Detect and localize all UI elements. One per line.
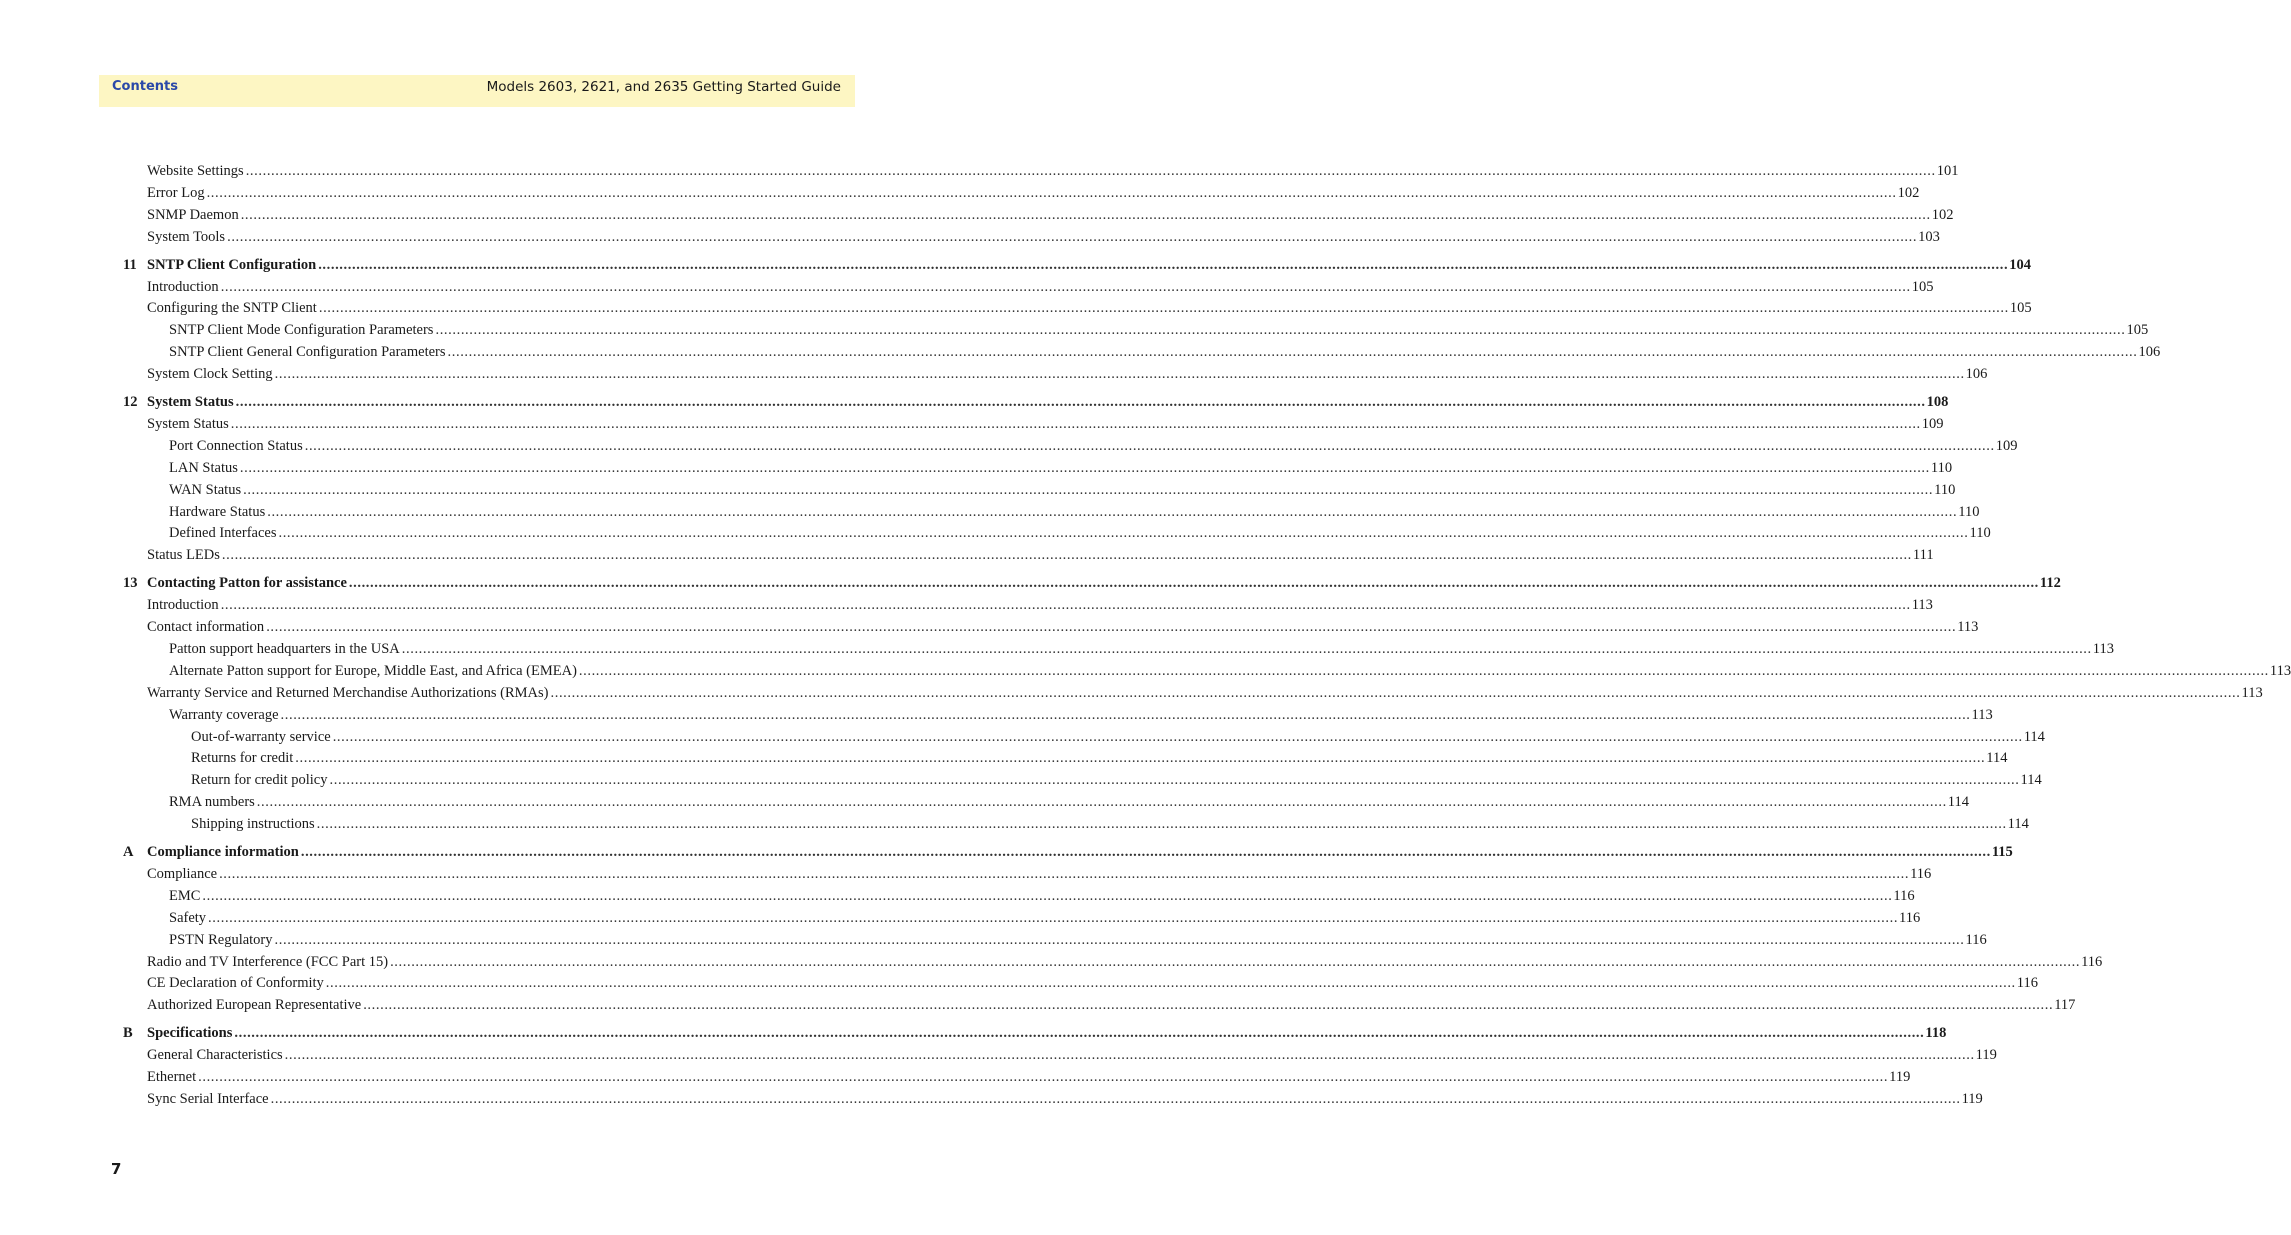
toc-page-number: 114	[2023, 728, 2045, 745]
toc-entry-line	[147, 391, 1949, 413]
toc-entry[interactable]	[0, 457, 1953, 479]
toc-entry-line	[169, 457, 1953, 479]
toc-entry[interactable]	[0, 204, 1954, 226]
toc-entry-title: Compliance information	[147, 844, 299, 860]
toc-page-number: 109	[1921, 415, 1944, 432]
toc-entry-line	[169, 660, 2291, 682]
toc-entry[interactable]	[0, 682, 2263, 704]
toc-entry-title: LAN Status	[169, 459, 238, 476]
toc-entry-title: EMC	[169, 887, 201, 904]
toc-chapter-entry[interactable]	[0, 572, 2061, 594]
toc-leader-dots: ................................................................................................................................................................................................................................................................................................................................................................................................................	[243, 481, 1934, 498]
toc-entry-title: Sync Serial Interface	[147, 1090, 269, 1107]
toc-entry-line	[147, 204, 1954, 226]
toc-entry-title: Port Connection Status	[169, 437, 303, 454]
toc-entry-title: Specifications	[147, 1025, 233, 1042]
toc-page-number: 105	[2009, 300, 2032, 317]
toc-page-number: 116	[1899, 909, 1921, 926]
toc-entry-title: RMA numbers	[169, 794, 255, 811]
toc-page-number: 113	[1911, 597, 1933, 614]
toc-page-number: 102	[1897, 184, 1920, 201]
toc-leader-dots: ................................................................................................................................................................................................................................................................................................................................................................................................................	[239, 459, 1930, 476]
page-number: 7	[111, 1160, 122, 1178]
toc-leader-dots: ................................................................................................................................................................................................................................................................................................................................................................................................................	[219, 865, 1910, 882]
toc-entry-line	[147, 994, 2076, 1016]
toc-leader-dots: ................................................................................................................................................................................................................................................................................................................................................................................................................	[256, 794, 1947, 811]
toc-entry-line	[169, 435, 2018, 457]
toc-entry-line	[147, 1022, 1947, 1044]
toc-leader-dots: ................................................................................................................................................................................................................................................................................................................................................................................................................	[280, 706, 1971, 723]
toc-entry-line	[169, 479, 1956, 501]
toc-leader-dots: ................................................................................................................................................................................................................................................................................................................................................................................................................	[390, 953, 2081, 970]
toc-page-number: 102	[1931, 206, 1954, 223]
toc-chapter-entry[interactable]	[0, 391, 1949, 413]
toc-page-number: 111	[1912, 547, 1934, 564]
toc-page-number: 114	[2020, 772, 2042, 789]
toc-entry-title: Shipping instructions	[191, 816, 315, 833]
toc-entry-line	[147, 254, 2031, 276]
toc-chapter-number: B	[123, 1025, 133, 1042]
toc-leader-dots: ................................................................................................................................................................................................................................................................................................................................................................................................................	[220, 597, 1911, 614]
toc-entry-title: Radio and TV Interference (FCC Part 15)	[147, 953, 389, 970]
toc-entry-title: System Tools	[147, 228, 226, 245]
toc-entry[interactable]	[0, 544, 1934, 566]
toc-entry[interactable]	[0, 522, 1991, 544]
toc-page-number: 110	[1958, 503, 1980, 520]
toc-leader-dots: ................................................................................................................................................................................................................................................................................................................................................................................................................	[295, 750, 1986, 767]
toc-page-number: 113	[2092, 640, 2114, 657]
toc-entry-line	[147, 413, 1944, 435]
toc-entry-line	[147, 972, 2038, 994]
toc-entry[interactable]	[0, 1088, 1983, 1110]
toc-entry-line	[147, 544, 1934, 566]
toc-page-number: 110	[1930, 459, 1953, 476]
toc-chapter-entry[interactable]	[0, 254, 2031, 276]
toc-leader-dots: ................................................................................................................................................................................................................................................................................................................................................................................................................	[208, 909, 1899, 926]
toc-entry-line	[147, 160, 1959, 182]
toc-entry-line	[147, 841, 2013, 863]
toc-entry-title: System Clock Setting	[147, 366, 273, 383]
toc-entry-title: Website Settings	[147, 163, 244, 179]
toc-entry[interactable]	[0, 929, 1987, 951]
toc-entry[interactable]	[0, 769, 2042, 791]
toc-entry[interactable]	[0, 363, 1988, 385]
toc-entry-line	[169, 885, 1915, 907]
toc-leader-dots: ................................................................................................................................................................................................................................................................................................................................................................................................................	[221, 547, 1912, 564]
toc-entry[interactable]	[0, 1044, 1997, 1066]
toc-page-number: 113	[1971, 706, 1993, 723]
toc-page-number: 112	[2039, 575, 2061, 592]
toc-leader-dots: ................................................................................................................................................................................................................................................................................................................................................................................................................	[274, 931, 1965, 948]
toc-entry-line	[147, 1088, 1983, 1110]
toc-leader-dots: ................................................................................................................................................................................................................................................................................................................................................................................................................	[401, 640, 2092, 657]
toc-leader-dots: ................................................................................................................................................................................................................................................................................................................................................................................................................	[267, 503, 1958, 520]
toc-page-number: 106	[2138, 344, 2161, 361]
toc-entry-title: Contacting Patton for assistance	[147, 575, 347, 592]
toc-leader-dots: ................................................................................................................................................................................................................................................................................................................................................................................................................	[304, 437, 1995, 454]
toc-chapter-entry[interactable]	[0, 841, 2013, 863]
toc-leader-dots: ................................................................................................................................................................................................................................................................................................................................................................................................................	[363, 997, 2054, 1014]
toc-leader-dots: ................................................................................................................................................................................................................................................................................................................................................................................................................	[245, 163, 1936, 179]
toc-page-number: 114	[1986, 750, 2008, 767]
toc-entry-line	[191, 813, 2029, 835]
toc-leader-dots: ................................................................................................................................................................................................................................................................................................................................................................................................................	[284, 1047, 1975, 1064]
toc-entry-line	[191, 726, 2045, 748]
toc-entry[interactable]	[0, 319, 2149, 341]
toc-entry[interactable]	[0, 182, 1920, 204]
toc-entry-title: Error Log	[147, 184, 205, 201]
toc-entry[interactable]	[0, 885, 1915, 907]
toc-entry-title: Out-of-warranty service	[191, 728, 331, 745]
toc-leader-dots: ................................................................................................................................................................................................................................................................................................................................................................................................................	[332, 728, 2023, 745]
toc-entry-title: System Status	[147, 415, 229, 432]
toc-entry-line	[191, 769, 2042, 791]
toc-entry[interactable]	[0, 951, 2103, 973]
toc-entry[interactable]	[0, 660, 2291, 682]
toc-page-number: 117	[2054, 997, 2076, 1014]
toc-page-number: 105	[2126, 322, 2149, 339]
toc-entry-line	[147, 363, 1988, 385]
toc-entry[interactable]	[0, 276, 1934, 298]
toc-page-number: 110	[1969, 525, 1991, 542]
toc-leader-dots: ................................................................................................................................................................................................................................................................................................................................................................................................................	[278, 525, 1969, 542]
toc-page-number: 119	[1889, 1069, 1911, 1085]
toc-entry[interactable]	[0, 413, 1944, 435]
toc-entry-line	[169, 501, 1980, 523]
toc-entry-title: Introduction	[147, 597, 219, 614]
toc-entry-line	[147, 226, 1940, 248]
toc-entry-title: Warranty Service and Returned Merchandise Authorizations (RMAs)	[147, 684, 549, 701]
toc-leader-dots: ................................................................................................................................................................................................................................................................................................................................................................................................................	[266, 619, 1957, 635]
toc-page-number: 116	[1893, 887, 1915, 904]
toc-page-number: 114	[1947, 794, 1970, 811]
toc-page-number: 116	[2016, 975, 2038, 992]
toc-entry[interactable]	[0, 907, 1921, 929]
toc-leader-dots: ................................................................................................................................................................................................................................................................................................................................................................................................................	[578, 662, 2269, 679]
toc-entry-title: SNMP Daemon	[147, 206, 239, 223]
toc-page-number: 116	[1910, 865, 1932, 882]
toc-leader-dots: ................................................................................................................................................................................................................................................................................................................................................................................................................	[329, 772, 2020, 789]
toc-entry-title: Configuring the SNTP Client	[147, 300, 317, 317]
toc-entry-line	[169, 907, 1921, 929]
toc-page-number: 106	[1965, 366, 1988, 383]
toc-leader-dots: ................................................................................................................................................................................................................................................................................................................................................................................................................	[325, 975, 2016, 992]
toc-page-number: 105	[1911, 278, 1934, 295]
toc-leader-dots: ................................................................................................................................................................................................................................................................................................................................................................................................................	[270, 1090, 1961, 1107]
toc-entry-line	[169, 319, 2149, 341]
toc-entry-line	[147, 682, 2263, 704]
toc-page-number: 109	[1995, 437, 2018, 454]
toc-leader-dots: ................................................................................................................................................................................................................................................................................................................................................................................................................	[435, 322, 2126, 339]
toc-entry-title: WAN Status	[169, 481, 242, 498]
toc-leader-dots: ................................................................................................................................................................................................................................................................................................................................................................................................................	[230, 415, 1921, 432]
toc-page-number: 116	[2081, 953, 2103, 970]
toc-entry[interactable]	[0, 435, 2018, 457]
toc-leader-dots: ................................................................................................................................................................................................................................................................................................................................................................................................................	[240, 206, 1931, 223]
toc-entry[interactable]	[0, 972, 2038, 994]
toc-leader-dots: ................................................................................................................................................................................................................................................................................................................................................................................................................	[234, 1025, 1925, 1042]
toc-entry[interactable]	[0, 791, 1970, 813]
toc-chapter-number: 13	[123, 575, 138, 592]
toc-entry[interactable]	[0, 704, 1993, 726]
toc-page-number: 118	[1925, 1025, 1947, 1042]
toc-entry-line	[147, 297, 2032, 319]
toc-entry-title: Compliance	[147, 865, 218, 882]
toc-entry-title: System Status	[147, 394, 234, 410]
toc-entry-title: Hardware Status	[169, 503, 266, 520]
toc-entry-line	[147, 182, 1920, 204]
running-header	[99, 75, 855, 107]
toc-entry[interactable]	[0, 747, 2008, 769]
toc-leader-dots: ................................................................................................................................................................................................................................................................................................................................................................................................................	[447, 344, 2138, 361]
toc-page-number: 113	[2241, 684, 2263, 701]
toc-entry-line	[169, 341, 2161, 363]
toc-entry-line	[169, 638, 2114, 660]
toc-entry-line	[169, 522, 1991, 544]
toc-entry-title: CE Declaration of Conformity	[147, 975, 324, 992]
toc-entry[interactable]	[0, 226, 1940, 248]
toc-leader-dots: ................................................................................................................................................................................................................................................................................................................................................................................................................	[318, 300, 2009, 317]
toc-page-number: 103	[1918, 228, 1940, 245]
toc-entry-title: Warranty coverage	[169, 706, 279, 723]
toc-entry[interactable]	[0, 160, 1959, 182]
toc-leader-dots: ................................................................................................................................................................................................................................................................................................................................................................................................................	[316, 816, 2007, 833]
toc-chapter-number: A	[123, 844, 134, 860]
toc-leader-dots: ................................................................................................................................................................................................................................................................................................................................................................................................................	[202, 887, 1893, 904]
toc-page-number: 113	[2269, 662, 2291, 679]
toc-entry[interactable]	[0, 594, 1933, 616]
toc-entry-title: Authorized European Representative	[147, 997, 362, 1014]
toc-entry-line	[147, 572, 2061, 594]
toc-entry-line	[147, 594, 1933, 616]
toc-leader-dots: ................................................................................................................................................................................................................................................................................................................................................................................................................	[235, 394, 1926, 410]
toc-page-number: 110	[1934, 481, 1956, 498]
toc-page-number: 104	[2009, 256, 2031, 273]
toc-entry-title: Patton support headquarters in the USA	[169, 640, 400, 657]
toc-chapter-number: 11	[123, 256, 137, 273]
toc-entry-title: PSTN Regulatory	[169, 931, 273, 948]
toc-entry-title: SNTP Client Configuration	[147, 256, 317, 273]
toc-entry-title: Introduction	[147, 278, 219, 295]
toc-entry-title: Return for credit policy	[191, 772, 328, 789]
toc-leader-dots: ................................................................................................................................................................................................................................................................................................................................................................................................................	[206, 184, 1897, 201]
header-section-title: Contents	[112, 79, 178, 94]
toc-page-number: 119	[1961, 1090, 1983, 1107]
toc-leader-dots: ................................................................................................................................................................................................................................................................................................................................................................................................................	[300, 844, 1991, 860]
toc-page-number: 108	[1926, 394, 1949, 410]
toc-entry-line	[147, 1044, 1997, 1066]
toc-entry-title: General Characteristics	[147, 1047, 283, 1064]
header-guide-title: Models 2603, 2621, and 2635 Getting Started Guide	[486, 79, 841, 95]
toc-page-number: 114	[2007, 816, 2029, 833]
toc-entry-line	[147, 951, 2103, 973]
toc-leader-dots: ................................................................................................................................................................................................................................................................................................................................................................................................................	[220, 278, 1911, 295]
toc-entry-line	[147, 276, 1934, 298]
toc-leader-dots: ................................................................................................................................................................................................................................................................................................................................................................................................................	[274, 366, 1965, 383]
toc-page-number: 101	[1936, 163, 1959, 179]
toc-entry-title: SNTP Client General Configuration Parameters	[169, 344, 446, 361]
toc-entry[interactable]	[0, 501, 1980, 523]
toc-entry-title: Defined Interfaces	[169, 525, 277, 542]
toc-page-number: 119	[1975, 1047, 1997, 1064]
toc-entry[interactable]	[0, 616, 1979, 638]
toc-entry[interactable]	[0, 1066, 1911, 1088]
toc-chapter-entry[interactable]	[0, 1022, 1947, 1044]
toc-page-number: 115	[1991, 844, 2013, 860]
toc-entry-line	[191, 747, 2008, 769]
toc-entry-line	[147, 1066, 1911, 1088]
toc-entry-title: Status LEDs	[147, 547, 220, 564]
toc-entry-line	[169, 929, 1987, 951]
toc-entry-line	[169, 704, 1993, 726]
toc-entry[interactable]	[0, 726, 2045, 748]
toc-entry-title: Contact information	[147, 619, 265, 635]
toc-entry-title: Safety	[169, 909, 207, 926]
toc-entry[interactable]	[0, 479, 1956, 501]
toc-entry[interactable]	[0, 994, 2076, 1016]
toc-entry[interactable]	[0, 297, 2032, 319]
toc-leader-dots: ................................................................................................................................................................................................................................................................................................................................................................................................................	[198, 1069, 1889, 1085]
toc-entry-line	[147, 616, 1979, 638]
toc-entry[interactable]	[0, 341, 2161, 363]
toc-entry-title: SNTP Client Mode Configuration Parameters	[169, 322, 434, 339]
toc-entry-line	[147, 863, 1932, 885]
toc-entry[interactable]	[0, 813, 2029, 835]
toc-leader-dots: ................................................................................................................................................................................................................................................................................................................................................................................................................	[550, 684, 2241, 701]
toc-leader-dots: ................................................................................................................................................................................................................................................................................................................................................................................................................	[227, 228, 1918, 245]
toc-chapter-number: 12	[123, 394, 138, 410]
toc-entry-title: Returns for credit	[191, 750, 294, 767]
toc-leader-dots: ................................................................................................................................................................................................................................................................................................................................................................................................................	[318, 256, 2009, 273]
toc-entry[interactable]	[0, 638, 2114, 660]
toc-entry-line	[169, 791, 1970, 813]
toc-entry-title: Alternate Patton support for Europe, Middle East, and Africa (EMEA)	[169, 662, 577, 679]
toc-entry-title: Ethernet	[147, 1069, 197, 1085]
toc-entry[interactable]	[0, 863, 1932, 885]
toc-leader-dots: ................................................................................................................................................................................................................................................................................................................................................................................................................	[348, 575, 2039, 592]
toc-page-number: 113	[1957, 619, 1979, 635]
toc-page-number: 116	[1965, 931, 1987, 948]
